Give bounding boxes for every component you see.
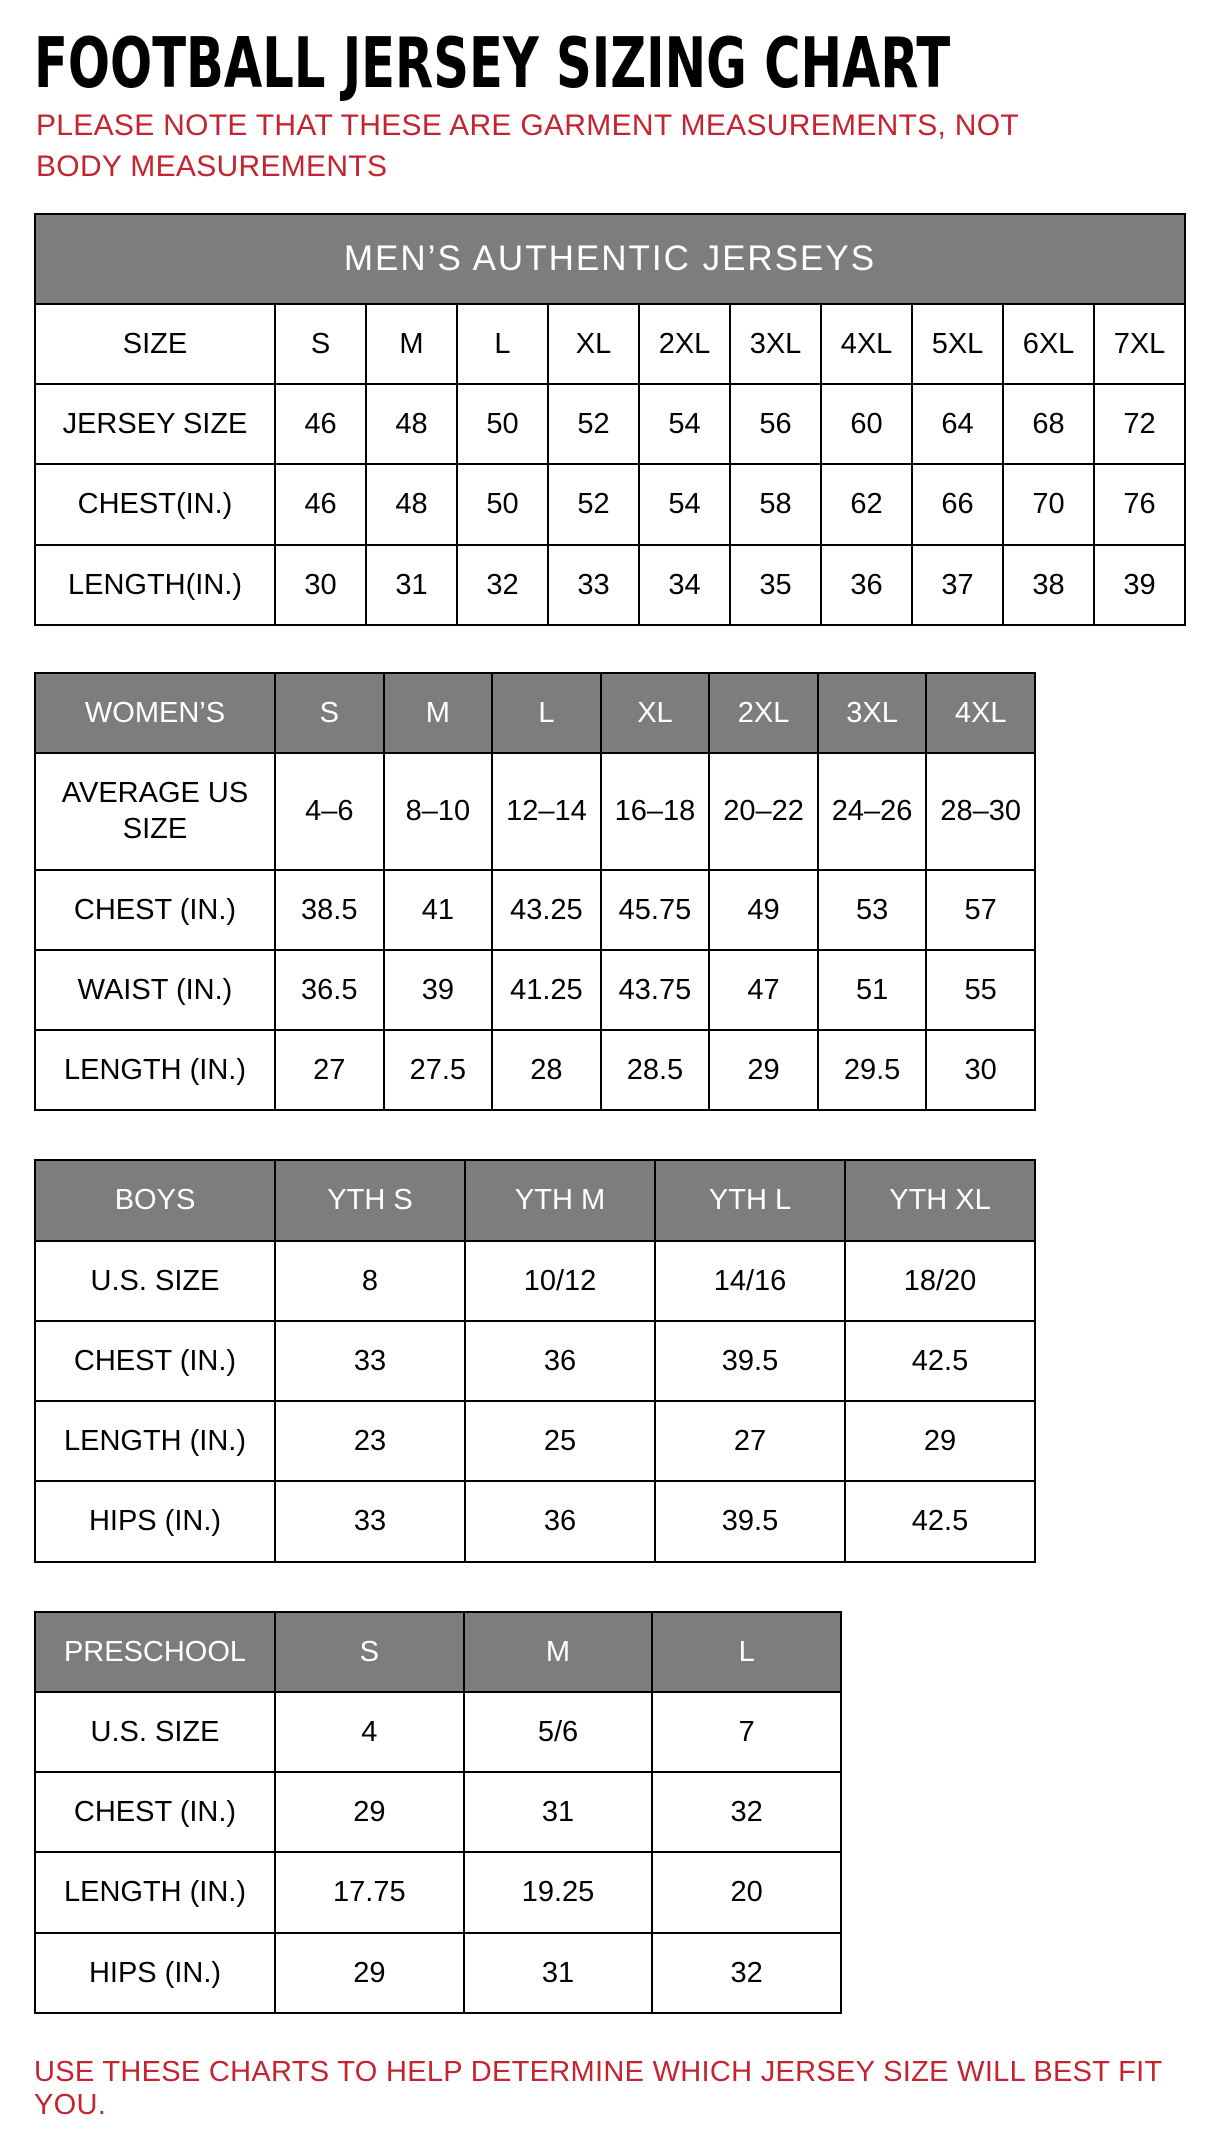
value-cell: 2XL bbox=[639, 304, 730, 384]
value-cell: 29 bbox=[275, 1772, 464, 1852]
table-row bbox=[35, 1241, 1035, 1321]
value-cell: 39.5 bbox=[655, 1321, 845, 1401]
value-cell: 4 bbox=[275, 1692, 464, 1772]
value-cell: 29 bbox=[709, 1030, 818, 1110]
value-cell: 28–30 bbox=[926, 753, 1035, 870]
value-cell: 32 bbox=[652, 1933, 841, 2013]
size-header-cell: YTH L bbox=[655, 1160, 845, 1240]
value-cell: 53 bbox=[818, 870, 927, 950]
value-cell: 3XL bbox=[730, 304, 821, 384]
row-label: CHEST (IN.) bbox=[35, 870, 275, 950]
value-cell: 51 bbox=[818, 950, 927, 1030]
value-cell: 42.5 bbox=[845, 1481, 1035, 1561]
value-cell: 54 bbox=[639, 464, 730, 544]
table-banner: MEN’S AUTHENTIC JERSEYS bbox=[35, 214, 1185, 304]
size-header-cell: YTH S bbox=[275, 1160, 465, 1240]
row-label: WAIST (IN.) bbox=[35, 950, 275, 1030]
value-cell: 32 bbox=[457, 545, 548, 625]
value-cell: 36 bbox=[465, 1481, 655, 1561]
value-cell: XL bbox=[548, 304, 639, 384]
value-cell: S bbox=[275, 304, 366, 384]
value-cell: 30 bbox=[275, 545, 366, 625]
garment-measurement-note: PLEASE NOTE THAT THESE ARE GARMENT MEASUREMENTS, NOT BODY MEASUREMENTS bbox=[36, 109, 1019, 183]
size-header-cell: S bbox=[275, 1612, 464, 1692]
value-cell: 29 bbox=[275, 1933, 464, 2013]
value-cell: 8 bbox=[275, 1241, 465, 1321]
row-label: U.S. SIZE bbox=[35, 1692, 275, 1772]
row-label: AVERAGE US SIZE bbox=[35, 753, 275, 870]
value-cell: 20–22 bbox=[709, 753, 818, 870]
value-cell: 46 bbox=[275, 464, 366, 544]
page-title-wrap bbox=[34, 22, 1186, 104]
row-label: LENGTH(IN.) bbox=[35, 545, 275, 625]
value-cell: 30 bbox=[926, 1030, 1035, 1110]
value-cell: 36 bbox=[465, 1321, 655, 1401]
value-cell: 76 bbox=[1094, 464, 1185, 544]
value-cell: 68 bbox=[1003, 384, 1094, 464]
value-cell: 10/12 bbox=[465, 1241, 655, 1321]
value-cell: 60 bbox=[821, 384, 912, 464]
value-cell: 55 bbox=[926, 950, 1035, 1030]
value-cell: 54 bbox=[639, 384, 730, 464]
table-row bbox=[35, 384, 1185, 464]
size-header-cell: YTH XL bbox=[845, 1160, 1035, 1240]
table-row bbox=[35, 304, 1185, 384]
value-cell: 28.5 bbox=[601, 1030, 710, 1110]
value-cell: 48 bbox=[366, 384, 457, 464]
value-cell: 33 bbox=[548, 545, 639, 625]
value-cell: 4–6 bbox=[275, 753, 384, 870]
value-cell: 38.5 bbox=[275, 870, 384, 950]
value-cell: 39 bbox=[384, 950, 493, 1030]
row-label: CHEST (IN.) bbox=[35, 1321, 275, 1401]
value-cell: 39.5 bbox=[655, 1481, 845, 1561]
value-cell: 31 bbox=[464, 1933, 653, 2013]
value-cell: 4XL bbox=[821, 304, 912, 384]
womens-sizing-table bbox=[34, 672, 1036, 1112]
value-cell: 28 bbox=[492, 1030, 601, 1110]
value-cell: 56 bbox=[730, 384, 821, 464]
value-cell: 8–10 bbox=[384, 753, 493, 870]
table-header-row bbox=[35, 1160, 1035, 1240]
table-row bbox=[35, 1933, 841, 2013]
value-cell: 48 bbox=[366, 464, 457, 544]
value-cell: 52 bbox=[548, 384, 639, 464]
size-header-cell: M bbox=[464, 1612, 653, 1692]
value-cell: 25 bbox=[465, 1401, 655, 1481]
value-cell: 23 bbox=[275, 1401, 465, 1481]
table-header-row bbox=[35, 1612, 841, 1692]
value-cell: 27.5 bbox=[384, 1030, 493, 1110]
table-row bbox=[35, 950, 1035, 1030]
row-label: CHEST(IN.) bbox=[35, 464, 275, 544]
value-cell: 37 bbox=[912, 545, 1003, 625]
table-row bbox=[35, 545, 1185, 625]
value-cell: 27 bbox=[275, 1030, 384, 1110]
footer-note: USE THESE CHARTS TO HELP DETERMINE WHICH JERSEY SIZE WILL BEST FIT YOU. bbox=[34, 2055, 1162, 2121]
size-header-cell: L bbox=[492, 673, 601, 753]
value-cell: 39 bbox=[1094, 545, 1185, 625]
row-label: LENGTH (IN.) bbox=[35, 1401, 275, 1481]
value-cell: 29 bbox=[845, 1401, 1035, 1481]
value-cell: 33 bbox=[275, 1481, 465, 1561]
value-cell: 58 bbox=[730, 464, 821, 544]
value-cell: 50 bbox=[457, 384, 548, 464]
table-row bbox=[35, 1481, 1035, 1561]
value-cell: 34 bbox=[639, 545, 730, 625]
size-header-cell: M bbox=[384, 673, 493, 753]
size-header-cell: S bbox=[275, 673, 384, 753]
value-cell: 50 bbox=[457, 464, 548, 544]
value-cell: 62 bbox=[821, 464, 912, 544]
row-label: LENGTH (IN.) bbox=[35, 1030, 275, 1110]
value-cell: 35 bbox=[730, 545, 821, 625]
boys-sizing-table bbox=[34, 1159, 1036, 1562]
size-header-cell: 2XL bbox=[709, 673, 818, 753]
size-header-cell: 3XL bbox=[818, 673, 927, 753]
value-cell: 24–26 bbox=[818, 753, 927, 870]
value-cell: 47 bbox=[709, 950, 818, 1030]
row-label: HIPS (IN.) bbox=[35, 1933, 275, 2013]
value-cell: 46 bbox=[275, 384, 366, 464]
row-label: SIZE bbox=[35, 304, 275, 384]
table-row bbox=[35, 870, 1035, 950]
value-cell: 41.25 bbox=[492, 950, 601, 1030]
value-cell: 17.75 bbox=[275, 1852, 464, 1932]
value-cell: 49 bbox=[709, 870, 818, 950]
size-header-cell: L bbox=[652, 1612, 841, 1692]
value-cell: 66 bbox=[912, 464, 1003, 544]
value-cell: 27 bbox=[655, 1401, 845, 1481]
value-cell: 5/6 bbox=[464, 1692, 653, 1772]
value-cell: 7 bbox=[652, 1692, 841, 1772]
preschool-sizing-table bbox=[34, 1611, 842, 2014]
value-cell: 32 bbox=[652, 1772, 841, 1852]
value-cell: 18/20 bbox=[845, 1241, 1035, 1321]
value-cell: 36.5 bbox=[275, 950, 384, 1030]
value-cell: 6XL bbox=[1003, 304, 1094, 384]
row-label: HIPS (IN.) bbox=[35, 1481, 275, 1561]
table-row bbox=[35, 1321, 1035, 1401]
table-row bbox=[35, 1030, 1035, 1110]
value-cell: 7XL bbox=[1094, 304, 1185, 384]
value-cell: 20 bbox=[652, 1852, 841, 1932]
row-label: U.S. SIZE bbox=[35, 1241, 275, 1321]
table-row bbox=[35, 753, 1035, 870]
value-cell: 19.25 bbox=[464, 1852, 653, 1932]
value-cell: 33 bbox=[275, 1321, 465, 1401]
table-row bbox=[35, 1772, 841, 1852]
size-header-cell: 4XL bbox=[926, 673, 1035, 753]
value-cell: M bbox=[366, 304, 457, 384]
page-title: FOOTBALL JERSEY SIZING CHART bbox=[34, 22, 951, 104]
value-cell: 31 bbox=[464, 1772, 653, 1852]
value-cell: 29.5 bbox=[818, 1030, 927, 1110]
value-cell: 64 bbox=[912, 384, 1003, 464]
value-cell: 43.25 bbox=[492, 870, 601, 950]
value-cell: 5XL bbox=[912, 304, 1003, 384]
value-cell: 41 bbox=[384, 870, 493, 950]
table-row bbox=[35, 1852, 841, 1932]
value-cell: 57 bbox=[926, 870, 1035, 950]
value-cell: 16–18 bbox=[601, 753, 710, 870]
value-cell: 38 bbox=[1003, 545, 1094, 625]
row-label: LENGTH (IN.) bbox=[35, 1852, 275, 1932]
mens-authentic-jerseys-table bbox=[34, 213, 1186, 626]
value-cell: 12–14 bbox=[492, 753, 601, 870]
row-label: JERSEY SIZE bbox=[35, 384, 275, 464]
row-label: CHEST (IN.) bbox=[35, 1772, 275, 1852]
table-row bbox=[35, 1692, 841, 1772]
value-cell: 36 bbox=[821, 545, 912, 625]
table-header-row bbox=[35, 673, 1035, 753]
value-cell: 31 bbox=[366, 545, 457, 625]
table-row bbox=[35, 464, 1185, 544]
table-banner-row bbox=[35, 214, 1185, 304]
value-cell: 72 bbox=[1094, 384, 1185, 464]
value-cell: 52 bbox=[548, 464, 639, 544]
value-cell: 42.5 bbox=[845, 1321, 1035, 1401]
value-cell: 45.75 bbox=[601, 870, 710, 950]
row-group-label: PRESCHOOL bbox=[35, 1612, 275, 1692]
size-header-cell: YTH M bbox=[465, 1160, 655, 1240]
table-row bbox=[35, 1401, 1035, 1481]
row-group-label: WOMEN’S bbox=[35, 673, 275, 753]
value-cell: L bbox=[457, 304, 548, 384]
value-cell: 70 bbox=[1003, 464, 1094, 544]
value-cell: 14/16 bbox=[655, 1241, 845, 1321]
value-cell: 43.75 bbox=[601, 950, 710, 1030]
row-group-label: BOYS bbox=[35, 1160, 275, 1240]
size-header-cell: XL bbox=[601, 673, 710, 753]
